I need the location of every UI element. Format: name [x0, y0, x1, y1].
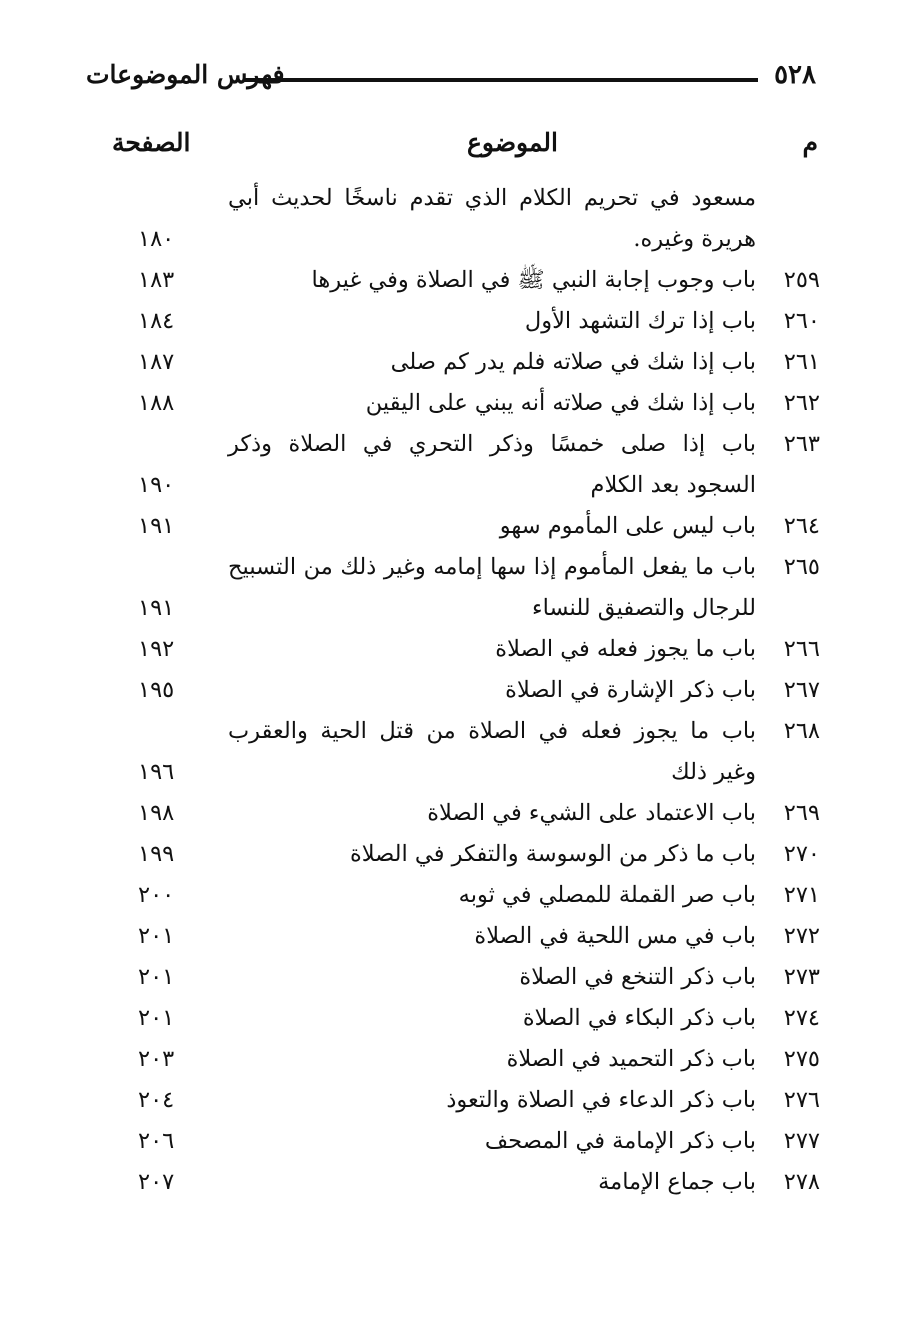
- entry-number: ٢٦١: [783, 349, 820, 375]
- index-entry: [110, 260, 820, 301]
- column-heading-topic: الموضوع: [467, 128, 558, 157]
- entry-page: ١٩٥: [138, 677, 175, 703]
- entry-number: ٢٦٦: [783, 636, 820, 662]
- entry-number: ٢٥٩: [783, 267, 820, 293]
- entry-number: ٢٧٤: [783, 1005, 820, 1031]
- entry-page: ٢٠١: [138, 923, 175, 949]
- running-header: [86, 58, 816, 98]
- index-entry: [110, 1121, 820, 1162]
- entry-title: باب ذكر الإمامة في المصحف: [484, 1128, 756, 1154]
- entry-page: ٢٠١: [138, 964, 175, 990]
- index-entry: [110, 670, 820, 711]
- entry-title: باب ما يجوز فعله في الصلاة: [495, 636, 756, 662]
- entry-title: باب ما ذكر من الوسوسة والتفكر في الصلاة: [349, 841, 756, 867]
- entry-page: ٢٠٧: [138, 1169, 175, 1195]
- entry-title: باب ما يجوز فعله في الصلاة من قتل الحية والعقرب وغير ذلك: [228, 718, 756, 785]
- entry-number: ٢٦٣: [783, 431, 820, 457]
- entry-page: ٢٠١: [138, 1005, 175, 1031]
- index-entries: [110, 178, 820, 1203]
- entry-number: ٢٧٢: [783, 923, 820, 949]
- entry-title: باب جماع الإمامة: [598, 1169, 756, 1195]
- index-entry: [110, 301, 820, 342]
- entry-page: ١٩٦: [138, 759, 175, 785]
- index-entry: [110, 342, 820, 383]
- index-entry: [110, 424, 820, 506]
- entry-title: باب ليس على المأموم سهو: [499, 513, 756, 539]
- entry-page: ١٩٢: [138, 636, 175, 662]
- index-entry: [110, 1039, 820, 1080]
- index-entry: [110, 793, 820, 834]
- index-entry: [110, 178, 820, 260]
- index-entry: [110, 1080, 820, 1121]
- entry-number: ٢٦٤: [783, 513, 820, 539]
- entry-number: ٢٧٦: [783, 1087, 820, 1113]
- entry-page: ١٩١: [138, 513, 175, 539]
- entry-number: ٢٧٣: [783, 964, 820, 990]
- entry-number: ٢٧١: [783, 882, 820, 908]
- index-entry: [110, 711, 820, 793]
- entry-number: ٢٧٧: [783, 1128, 820, 1154]
- entry-number: ٢٧٠: [783, 841, 820, 867]
- entry-number: ٢٦٥: [783, 554, 820, 580]
- entry-title: باب ذكر التنخع في الصلاة: [519, 964, 756, 990]
- entry-page: ١٩٨: [138, 800, 175, 826]
- entry-page: ٢٠٣: [138, 1046, 175, 1072]
- entry-title: باب في مس اللحية في الصلاة: [474, 923, 756, 949]
- entry-page: ٢٠٤: [138, 1087, 175, 1113]
- entry-number: ٢٦٩: [783, 800, 820, 826]
- entry-number: ٢٦٠: [783, 308, 820, 334]
- column-heading-page: الصفحة: [112, 128, 191, 157]
- header-rule: [244, 78, 758, 82]
- entry-page: ٢٠٦: [138, 1128, 175, 1154]
- index-entry: [110, 547, 820, 629]
- column-headings: [112, 128, 818, 168]
- index-entry: [110, 1162, 820, 1203]
- section-title: فهرس الموضوعات: [86, 60, 285, 89]
- index-entry: [110, 506, 820, 547]
- entry-title: باب صر القملة للمصلي في ثوبه: [458, 882, 756, 908]
- entry-title: باب ما يفعل المأموم إذا سها إمامه وغير ذلك من التسبيح للرجال والتصفيق للنساء: [228, 554, 756, 621]
- entry-title: باب إذا صلى خمسًا وذكر التحري في الصلاة وذكر السجود بعد الكلام: [228, 431, 756, 498]
- index-entry: [110, 383, 820, 424]
- entry-title: باب ذكر التحميد في الصلاة: [506, 1046, 756, 1072]
- entry-page: ١٨٧: [138, 349, 175, 375]
- entry-number: ٢٧٨: [783, 1169, 820, 1195]
- entry-page: ١٩١: [138, 595, 175, 621]
- entry-page: ١٨٠: [138, 226, 175, 252]
- entry-number: ٢٦٧: [783, 677, 820, 703]
- entry-number: ٢٦٨: [783, 718, 820, 744]
- entry-title: مسعود في تحريم الكلام الذي تقدم ناسخًا لحديث أبي هريرة وغيره.: [228, 185, 756, 252]
- index-entry: [110, 629, 820, 670]
- entry-page: ٢٠٠: [138, 882, 175, 908]
- entry-page: ١٨٣: [138, 267, 175, 293]
- entry-title: باب ذكر البكاء في الصلاة: [522, 1005, 756, 1031]
- page-number: ٥٢٨: [774, 60, 816, 90]
- entry-title: باب إذا شك في صلاته فلم يدر كم صلى: [390, 349, 756, 375]
- entry-page: ١٨٤: [138, 308, 175, 334]
- entry-title: باب وجوب إجابة النبي ﷺ في الصلاة وفي غيرها: [311, 267, 756, 293]
- index-entry: [110, 957, 820, 998]
- entry-title: باب إذا شك في صلاته أنه يبني على اليقين: [365, 390, 756, 416]
- index-entry: [110, 875, 820, 916]
- entry-number: ٢٦٢: [783, 390, 820, 416]
- index-entry: [110, 834, 820, 875]
- index-entry: [110, 998, 820, 1039]
- entry-number: ٢٧٥: [783, 1046, 820, 1072]
- entry-title: باب إذا ترك التشهد الأول: [524, 308, 756, 334]
- entry-page: ١٩٠: [138, 472, 175, 498]
- entry-page: ١٨٨: [138, 390, 175, 416]
- entry-title: باب ذكر الدعاء في الصلاة والتعوذ: [446, 1087, 756, 1113]
- entry-title: باب الاعتماد على الشيء في الصلاة: [427, 800, 756, 826]
- index-entry: [110, 916, 820, 957]
- entry-page: ١٩٩: [138, 841, 175, 867]
- column-heading-number: م: [802, 128, 818, 157]
- entry-title: باب ذكر الإشارة في الصلاة: [505, 677, 756, 703]
